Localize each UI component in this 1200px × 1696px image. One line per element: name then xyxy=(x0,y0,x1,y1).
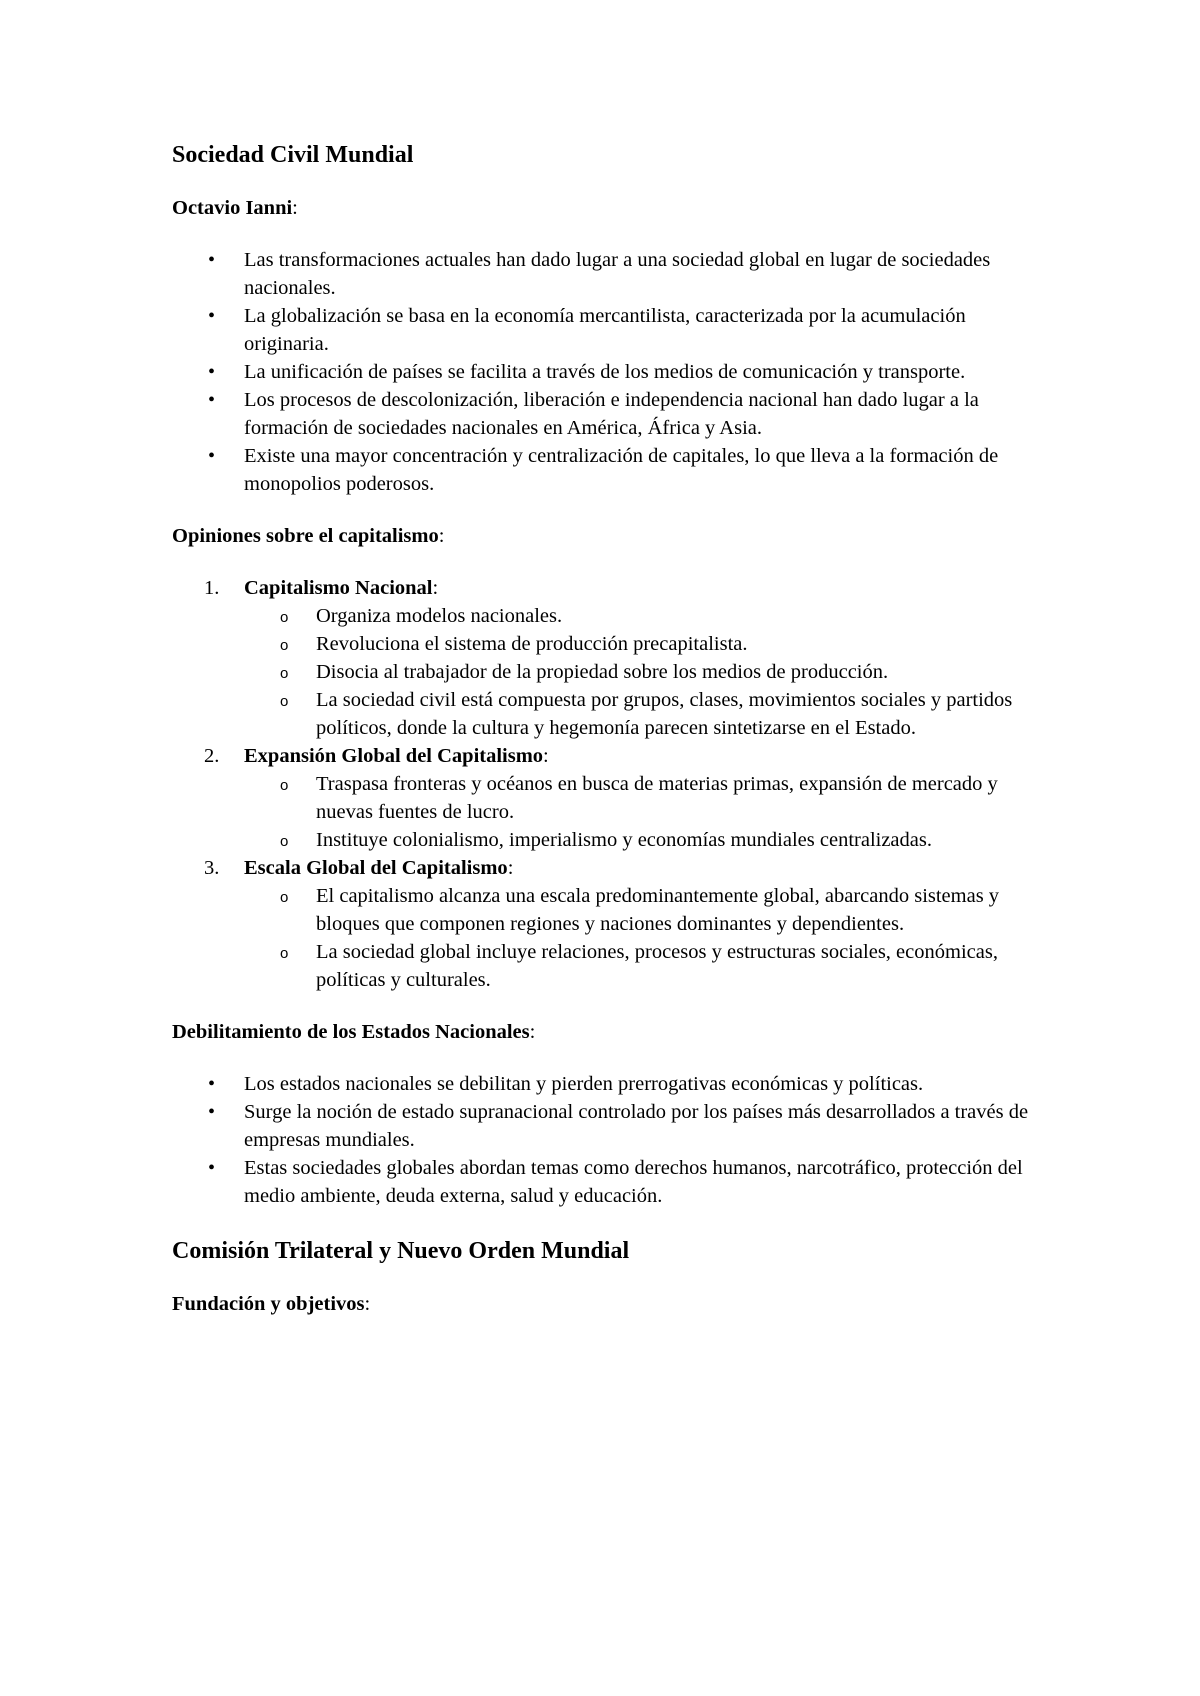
sub-list-item: o La sociedad global incluye relaciones, procesos y estructuras sociales, económicas, políticas y culturales. xyxy=(244,938,1052,994)
numbered-item-title: Capitalismo Nacional xyxy=(244,577,433,599)
weakening-heading xyxy=(172,1018,1052,1046)
list-item: • Los estados nacionales se debilitan y pierden prerrogativas económicas y políticas. xyxy=(172,1070,1052,1098)
colon: : xyxy=(529,1021,536,1043)
sub-list-item: o Organiza modelos nacionales. xyxy=(244,602,1052,630)
bullet-list xyxy=(172,1070,1052,1210)
author-heading xyxy=(172,194,1052,222)
colon: : xyxy=(292,197,298,219)
document-page xyxy=(172,140,1052,1318)
list-item: • Las transformaciones actuales han dado lugar a una sociedad global en lugar de sociedades nacionales. xyxy=(172,246,1052,302)
opinions-heading-text: Opiniones sobre el capitalismo xyxy=(172,525,439,547)
numbered-item xyxy=(172,742,1052,854)
colon: : xyxy=(432,577,439,599)
list-item: • Surge la noción de estado supranacional controlado por los países más desarrollados a través de empresas mundiales. xyxy=(172,1098,1052,1154)
list-item: • Estas sociedades globales abordan temas como derechos humanos, narcotráfico, protección del medio ambiente, deuda externa, salud y educación. xyxy=(172,1154,1052,1210)
sub-list xyxy=(244,602,1052,742)
sub-list-item: o Revoluciona el sistema de producción precapitalista. xyxy=(244,630,1052,658)
opinions-heading xyxy=(172,522,1052,550)
sub-list xyxy=(244,770,1052,854)
numbered-item-title: Expansión Global del Capitalismo xyxy=(244,745,544,767)
sub-list-item: o Traspasa fronteras y océanos en busca de materias primas, expansión de mercado y nuevas fuentes de lucro. xyxy=(244,770,1052,826)
sub-list-item: o El capitalismo alcanza una escala predominantemente global, abarcando sistemas y bloques que componen regiones y naciones dominantes y dependientes. xyxy=(244,882,1052,938)
section-title: Sociedad Civil Mundial xyxy=(172,142,414,168)
sub-list-item: o La sociedad civil está compuesta por grupos, clases, movimientos sociales y partidos políticos, donde la cultura y hegemonía parecen sintetizarse en el Estado. xyxy=(244,686,1052,742)
item-number: 1. xyxy=(204,577,220,599)
sub-list-item: o Disocia al trabajador de la propiedad sobre los medios de producción. xyxy=(244,658,1052,686)
numbered-list xyxy=(172,574,1052,994)
colon: : xyxy=(438,525,445,547)
list-item: • Existe una mayor concentración y centralización de capitales, lo que lleva a la formación de monopolios poderosos. xyxy=(172,442,1052,498)
item-number: 2. xyxy=(204,745,220,767)
bullet-list xyxy=(172,246,1052,498)
colon: : xyxy=(364,1293,371,1315)
item-number: 3. xyxy=(204,857,220,879)
foundation-heading-text: Fundación y objetivos xyxy=(172,1293,365,1315)
sub-list xyxy=(244,882,1052,994)
numbered-item-title: Escala Global del Capitalismo xyxy=(244,857,508,879)
numbered-item xyxy=(172,574,1052,742)
weakening-heading-text: Debilitamiento de los Estados Nacionales xyxy=(172,1021,530,1043)
list-item: • Los procesos de descolonización, liberación e independencia nacional han dado lugar a la formación de sociedades nacionales en América, África y Asia. xyxy=(172,386,1052,442)
colon: : xyxy=(507,857,514,879)
foundation-heading xyxy=(172,1290,1052,1318)
sub-list-item: o Instituye colonialismo, imperialismo y economías mundiales centralizadas. xyxy=(244,826,1052,854)
list-item: • La globalización se basa en la economía mercantilista, caracterizada por la acumulación originaria. xyxy=(172,302,1052,358)
author-heading-text: Octavio Ianni xyxy=(172,197,293,219)
list-item: • La unificación de países se facilita a través de los medios de comunicación y transporte. xyxy=(172,358,1052,386)
section-title: Comisión Trilateral y Nuevo Orden Mundial xyxy=(172,1238,630,1264)
colon: : xyxy=(543,745,549,767)
numbered-item xyxy=(172,854,1052,994)
